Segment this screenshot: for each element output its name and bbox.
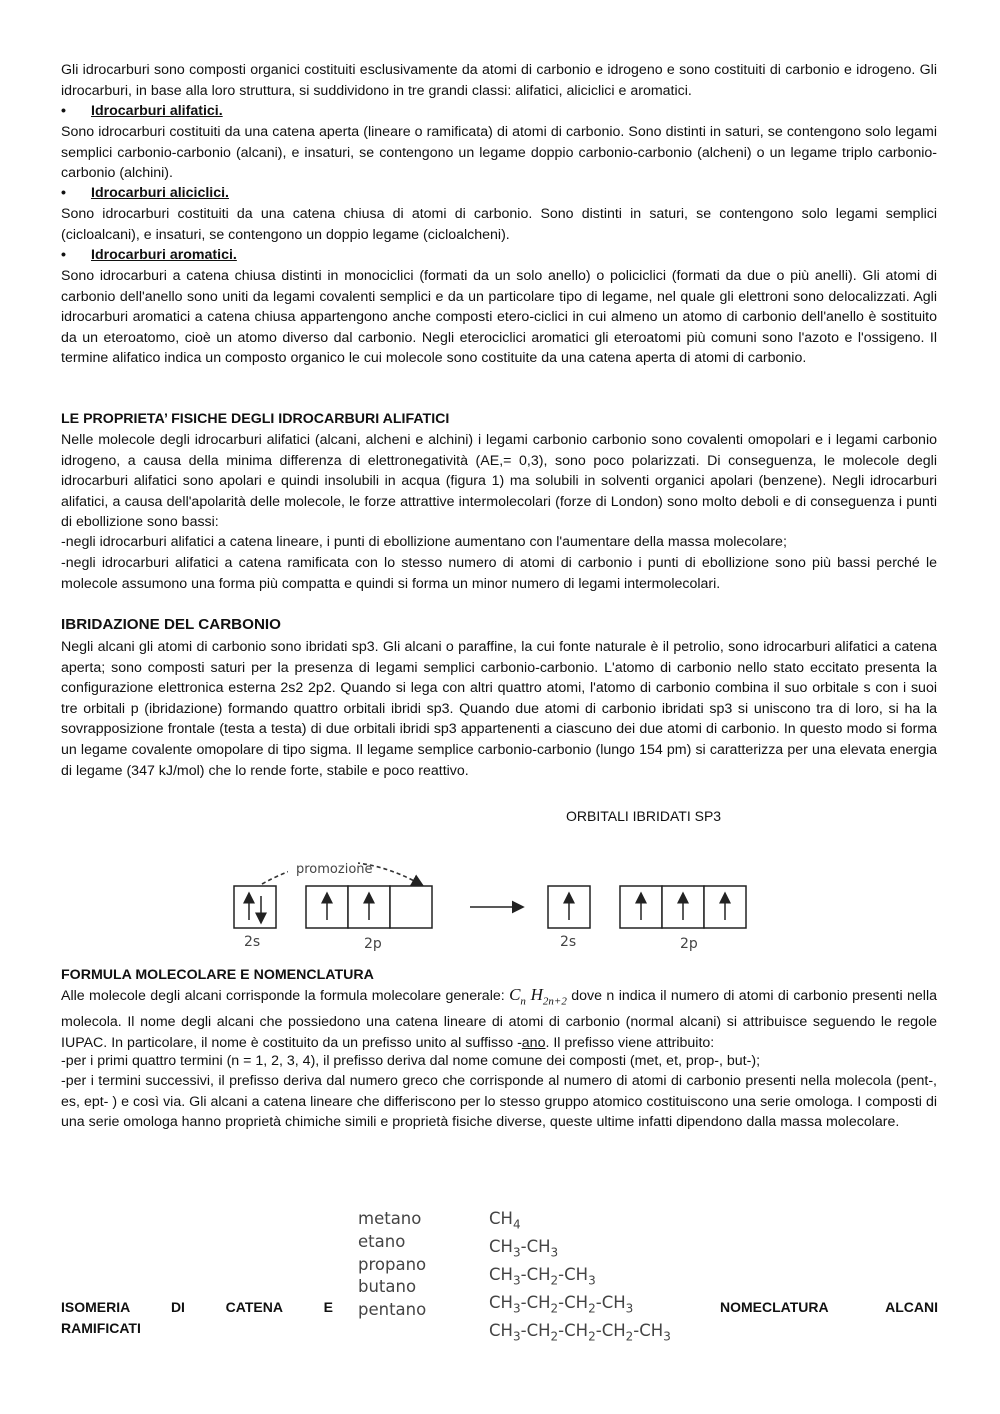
intro-paragraph: Gli idrocarburi sono composti organici costituiti esclusivamente da atomi di carbonio e idrogeno e sono costituiti di carbonio e idrogeno. Gli idrocarburi, in base alla loro struttura, si suddividono in tre grandi classi: alifatici, aliciclici e aromatici. [61,62,937,99]
alkane-name: propano [358,1254,427,1274]
iso-word: E [323,1299,333,1315]
proprieta-point-2: -negli idrocarburi alifatici a catena ramificata con lo stesso numero di atomi di carbonio i punti di ebollizione sono più bassi perché le molecole assumono una forma più compatta e quindi si forma un minor numero di legami intermolecolari. [61,555,937,592]
nomenclatura-heading [720,1297,938,1318]
ibridazione-heading: IBRIDAZIONE DEL CARBONIO [61,616,281,633]
iso-word: NOMECLATURA [720,1299,829,1315]
general-formula [509,985,567,1008]
orbital-svg [230,846,770,956]
isomeria-heading [61,1297,333,1339]
aromatici-title: • Idrocarburi aromatici. [61,245,937,266]
alkane-names [358,1208,478,1322]
formula-point-1: -per i primi quattro termini (n = 1, 2, 3, 4), il prefisso deriva dal nome comune dei composti (met, et, prop-, but-); [61,1053,761,1069]
orbital-2p-left-3 [390,886,432,928]
label-2s-left: 2s [244,934,261,950]
aromatici-paragraph: Sono idrocarburi a catena chiusa distinti in monociclici (formati da un solo anello) o policiclici (formati da due o più anelli). Gli atomi di carbonio dell'anello sono uniti da legami covalenti semplici e da un particolare tipo di legame, nel quale gli elettroni sono delocalizzati. Agli idrocarburi aromatici a catena chiusa appartengono anche composti etero-ciclici in cui almeno un atomo di carbonio dell'anello è sostituito da un eteroatomo, cioè un atomo diverso dal carbonio. Negli eterociclici aromatici gli eteroatomi più comuni sono l'azoto e l'ossigeno. Il termine alifatico indica un composto organico le cui molecole sono costituite da una catena aperta di atomi di carbonio. [61,268,937,367]
formula-c: C [509,985,521,1004]
alifatici-title: • Idrocarburi alifatici. [61,101,937,122]
formula-text-before: Alle molecole degli alcani corrisponde la formula molecolare generale: [61,988,510,1004]
label-2s-right: 2s [560,934,577,950]
bullet-aromatici [61,245,937,266]
alkane-name: etano [358,1231,406,1251]
formula-n: n [520,995,526,1008]
alkane-formula: $CH_4$ [489,1209,521,1232]
formula-point-2: -per i termini successivi, il prefisso deriva dal numero greco che corrisponde al numero di atomi di carbonio presenti nella molecola (pent-, es, ept- ) e così via. Gli alcani a catena lineare che differiscono per lo stesso gruppo atomico costituiscono una serie omologa. I composti di una serie omologa hanno proprietà chimiche simili e proprietà fisiche diverse, queste ultime infatti dipendono dalla massa molecolare. [61,1073,937,1131]
formula-suffix: ano [521,1034,546,1051]
iso-word: CATENA [225,1299,283,1315]
formula-text-after: dove n indica il numero di atomi di carbonio presenti nella molecola. Il nome degli alcani che possiedono una catena lineare di atomi di carbonio (normal alcani) si attribuisce seguendo le regole IUPAC. In particolare, il nome è costituito da un prefisso unito al suffisso - [61,988,937,1051]
formula-h: H [530,985,543,1004]
iso-word: ISOMERIA [61,1299,131,1315]
bullet-aliciclici [61,183,937,204]
aliciclici-title: • Idrocarburi aliciclici. [61,183,937,204]
promo-label: promozione [296,862,373,877]
formula-sub: 2n+2 [542,995,567,1008]
alkane-formula: $CH_3-CH_2-CH_2-CH_3$ [489,1293,634,1316]
iso-word: ALCANI [885,1299,938,1315]
iso-word: DI [170,1299,185,1315]
alkane-formula: $CH_3-CH_2-CH_3$ [489,1265,596,1288]
bullet-alifatici [61,101,937,122]
proprieta-heading: LE PROPRIETA’ FISICHE DEGLI IDROCARBURI ALIFATICI [61,411,450,427]
orbital-diagram [230,846,770,963]
label-2p-right: 2p [680,936,698,952]
label-2p-left: 2p [364,936,382,952]
alkane-formula: $CH_3-CH_2-CH_2-CH_2-CH_3$ [489,1321,671,1344]
alkane-name: pentano [358,1300,427,1320]
proprieta-paragraph: Nelle molecole degli idrocarburi alifatici (alcani, alcheni e alchini) i legami carbonio carbonio sono covalenti omopolari e i legami carbonio idrogeno, a causa della minima differenza di elettronegatività (AE,= 0,3), sono poco polarizzati. Di conseguenza, le molecole degli idrocarburi alifatici sono apolari e quindi insolubili in acqua (figura 1) ma solubili in solventi organici apolari (benzene). Negli idrocarburi alifatici, a causa dell'apolarità delle molecole, le forze attrattive intermolecolari (forze di London) sono molto deboli e di conseguenza i punti di ebollizione sono bassi: [61,432,937,531]
alifatici-paragraph: Sono idrocarburi costituiti da una catena aperta (lineare o ramificata) di atomi di carbonio. Sono distinti in saturi, se contengono solo legami semplici carbonio-carbonio (alcani), e insaturi, se contengono un legame doppio carbonio-carbonio (alcheni) o un legame triplo carbonio-carbonio (alchini). [61,124,937,182]
alkane-formulas [489,1208,719,1348]
alkane-name: butano [358,1277,417,1297]
orbital-2s-left [234,886,276,928]
iso-word: RAMIFICATI [61,1320,141,1336]
proprieta-point-1: -negli idrocarburi alifatici a catena lineare, i punti di ebollizione aumentano con l'aumentare della massa molecolare; [61,534,787,550]
formula-heading: FORMULA MOLECOLARE E NOMENCLATURA [61,967,374,983]
ibridazione-paragraph: Negli alcani gli atomi di carbonio sono ibridati sp3. Gli alcani o paraffine, la cui fonte naturale è il petrolio, sono idrocarburi alifatici a catena aperta; sono composti saturi per la presenza di legami semplici carbonio-carbonio. L'atomo di carbonio nello stato eccitato presenta la configurazione elettronica esterna 2s2 2p2. Quando si lega con altri quattro atomi, l'atomo di carbonio combina il suo orbitale s con i suoi tre orbitali p (ibridazione) formando quattro orbitali ibridi sp3. Quando due atomi di carbonio ibridati sp3 si uniscono tra di loro, si ha la sovrapposizione frontale (testa a testa) di due orbitali ibridi sp3 appartenenti a ciascuno dei due atomi di carbonio. In questo modo si forma un legame covalente omopolare di tipo sigma. Il legame semplice carbonio-carbonio (lungo 154 pm) si caratterizza per una elevata energia di legame (347 kJ/mol) che lo rende forte, stabile e poco reattivo. [61,639,937,779]
alkane-name: metano [358,1209,422,1228]
formula-text-end: . Il prefisso viene attribuito: [545,1034,715,1051]
alkane-formula: $CH_3-CH_3$ [489,1237,559,1260]
formula-paragraph [61,985,937,1053]
figure-caption: ORBITALI IBRIDATI SP3 [566,808,722,824]
aliciclici-paragraph: Sono idrocarburi costituiti da una catena chiusa di atomi di carbonio. Sono distinti in saturi, se contengono solo legami semplici (cicloalcani), e insaturi, se contengono un doppio legame (cicloalcheni). [61,206,937,243]
